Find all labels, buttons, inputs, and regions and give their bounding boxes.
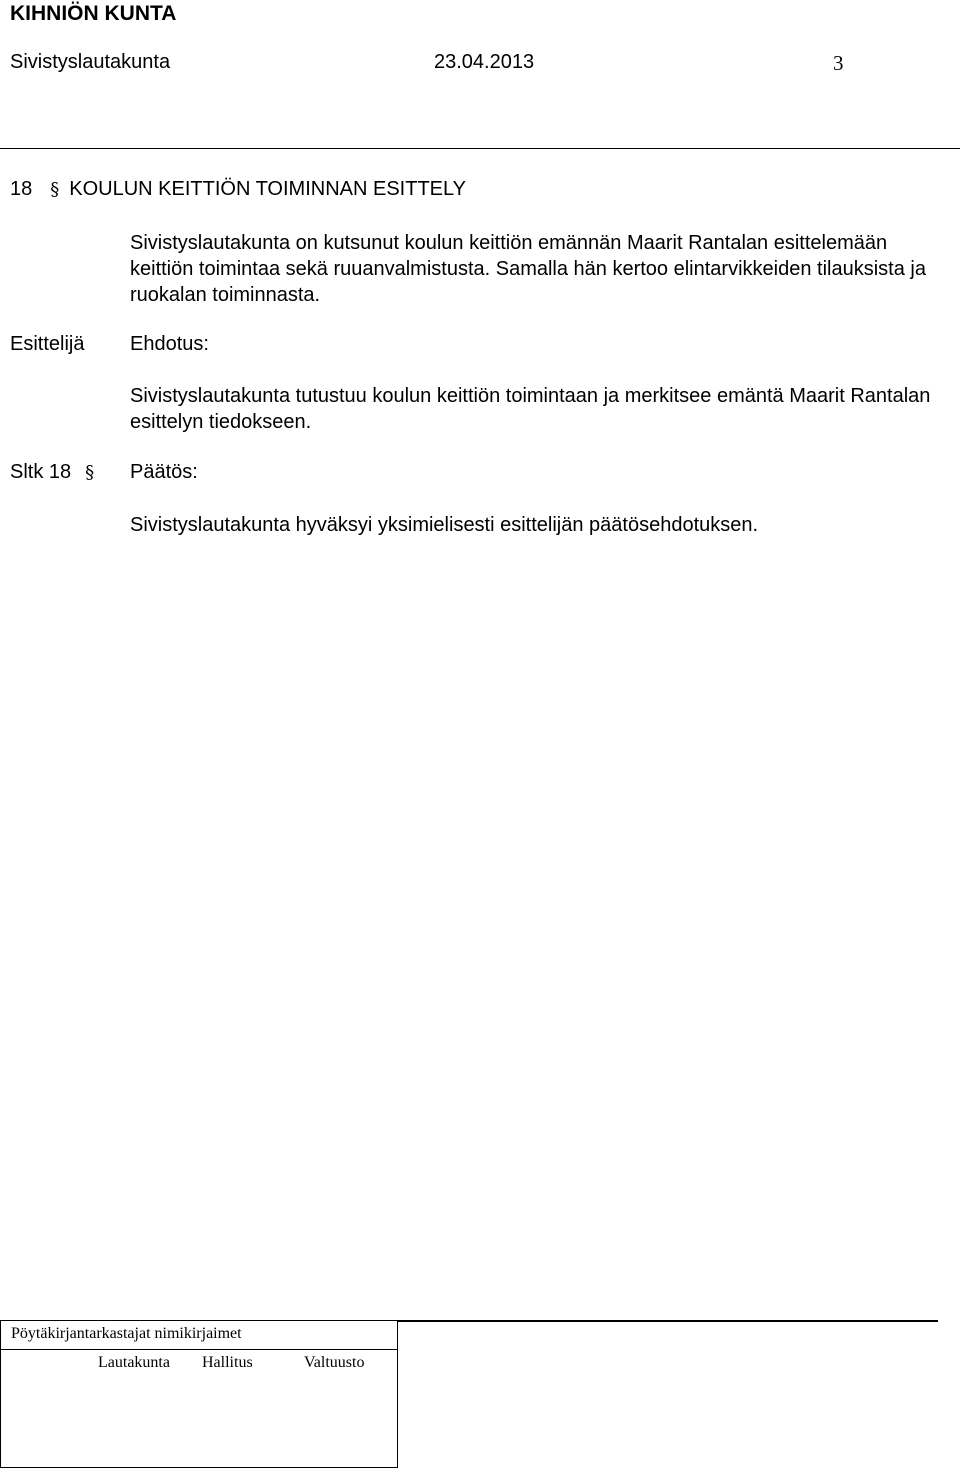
signature-column-lautakunta: Lautakunta: [98, 1354, 170, 1371]
section-sign: §: [50, 179, 60, 200]
decision-label: Päätös:: [130, 461, 198, 483]
presenter-label: Esittelijä: [10, 333, 85, 355]
signature-box-title: Pöytäkirjantarkastajat nimikirjaimet: [11, 1325, 242, 1342]
signature-box-header: [1, 1321, 397, 1350]
decision-ref-label: Sltk 18: [10, 461, 72, 483]
signature-column-hallitus: Hallitus: [202, 1354, 253, 1371]
decision-reference: [10, 461, 94, 484]
decision-text: Sivistyslautakunta hyväksyi yksimielisesti esittelijän päätösehdotuksen.: [130, 514, 759, 536]
decision-section-sign: §: [85, 462, 95, 483]
footer-divider: [398, 1320, 938, 1322]
organization-name: KIHNIÖN KUNTA: [10, 2, 177, 25]
meeting-date: 23.04.2013: [434, 51, 535, 73]
page-number: 3: [833, 51, 844, 75]
signature-column-valtuusto: Valtuusto: [304, 1354, 365, 1371]
proposal-text: Sivistyslautakunta tutustuu koulun keittiön toimintaan ja merkitsee emäntä Maarit Rantalan esittelyn tiedokseen.: [130, 385, 931, 433]
intro-paragraph: Sivistyslautakunta on kutsunut koulun keittiön emännän Maarit Rantalan esittelemään keittiön toimintaa sekä ruuanvalmistusta. Samalla hän kertoo elintarvikkeiden tilauksista ja ruokalan toiminnasta.: [130, 232, 926, 306]
item-heading: [10, 178, 466, 201]
proposal-label: Ehdotus:: [130, 333, 209, 355]
board-name: Sivistyslautakunta: [10, 51, 171, 73]
signature-box: [0, 1320, 398, 1468]
header-divider: [0, 148, 960, 149]
item-number: 18: [10, 178, 33, 200]
item-title: KOULUN KEITTIÖN TOIMINNAN ESITTELY: [69, 178, 466, 200]
